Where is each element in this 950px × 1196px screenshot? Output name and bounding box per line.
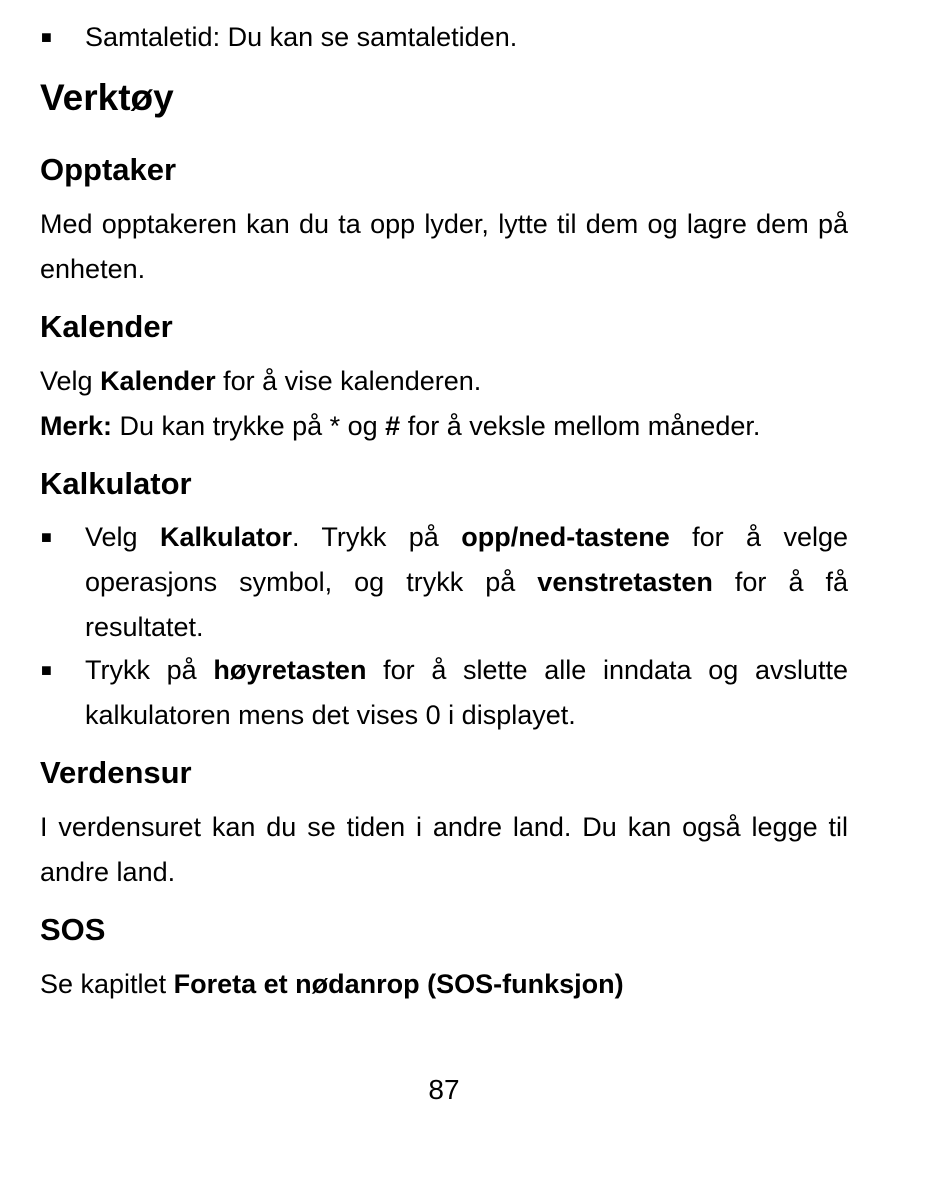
text-run: for å velge operasjons symbol, og trykk på <box>85 522 848 597</box>
text-run: Trykk på <box>85 655 214 685</box>
text-run: for å veksle mellom måneder. <box>400 411 761 441</box>
bullet-list-item <box>40 515 848 650</box>
bullet-list-item <box>40 648 848 738</box>
chapter-reference: Foreta et nødanrop (SOS-funksjon) <box>173 969 624 999</box>
heading-sos: SOS <box>40 912 106 947</box>
heading-kalkulator: Kalkulator <box>40 466 192 501</box>
bold-text-run: # <box>385 411 401 441</box>
bold-text-run: Kalender <box>100 366 216 396</box>
heading-verdensur: Verdensur <box>40 755 192 790</box>
heading-kalender: Kalender <box>40 309 173 344</box>
kalkulator-bullet-2 <box>40 648 848 738</box>
paragraph-kalender-note <box>40 404 848 449</box>
text-run: Se kapitlet <box>40 969 174 999</box>
text-run: for å slette alle inndata og avslutte kalkulatoren mens det vises 0 i displayet. <box>85 655 848 730</box>
bullet-square-icon: ■ <box>41 660 52 680</box>
paragraph-sos <box>40 962 848 1007</box>
bold-text-run: venstretasten <box>537 567 713 597</box>
text-run: Velg <box>85 522 160 552</box>
bullet-square-icon: ■ <box>41 527 52 547</box>
page-number: 87 <box>428 1074 460 1105</box>
bullet-square-icon: ■ <box>41 27 52 47</box>
paragraph-opptaker: Med opptakeren kan du ta opp lyder, lytte til dem og lagre dem på enheten. <box>40 209 848 284</box>
section-heading-verktoy: Verktøy <box>40 77 174 118</box>
intro-bullet-text: Samtaletid: Du kan se samtaletiden. <box>85 22 518 52</box>
bold-text-run: Kalkulator <box>159 522 292 552</box>
heading-opptaker: Opptaker <box>40 152 177 187</box>
paragraph-verdensur: I verdensuret kan du se tiden i andre land. Du kan også legge til andre land. <box>40 812 848 887</box>
bullet-list-item <box>40 15 848 60</box>
bold-text-run: opp/ned-tastene <box>461 522 670 552</box>
note-label: Merk: <box>40 411 113 441</box>
text-run: Du kan trykke på * og <box>112 411 386 441</box>
kalkulator-bullet-1 <box>40 515 848 650</box>
text-run: for å få resultatet. <box>85 567 849 642</box>
paragraph-kalender-line1 <box>40 359 848 404</box>
bold-text-run: høyretasten <box>213 655 367 685</box>
text-run: Velg <box>40 366 101 396</box>
text-run: . Trykk på <box>292 522 462 552</box>
intro-bullet-item <box>40 15 848 60</box>
text-run: for å vise kalenderen. <box>215 366 482 396</box>
